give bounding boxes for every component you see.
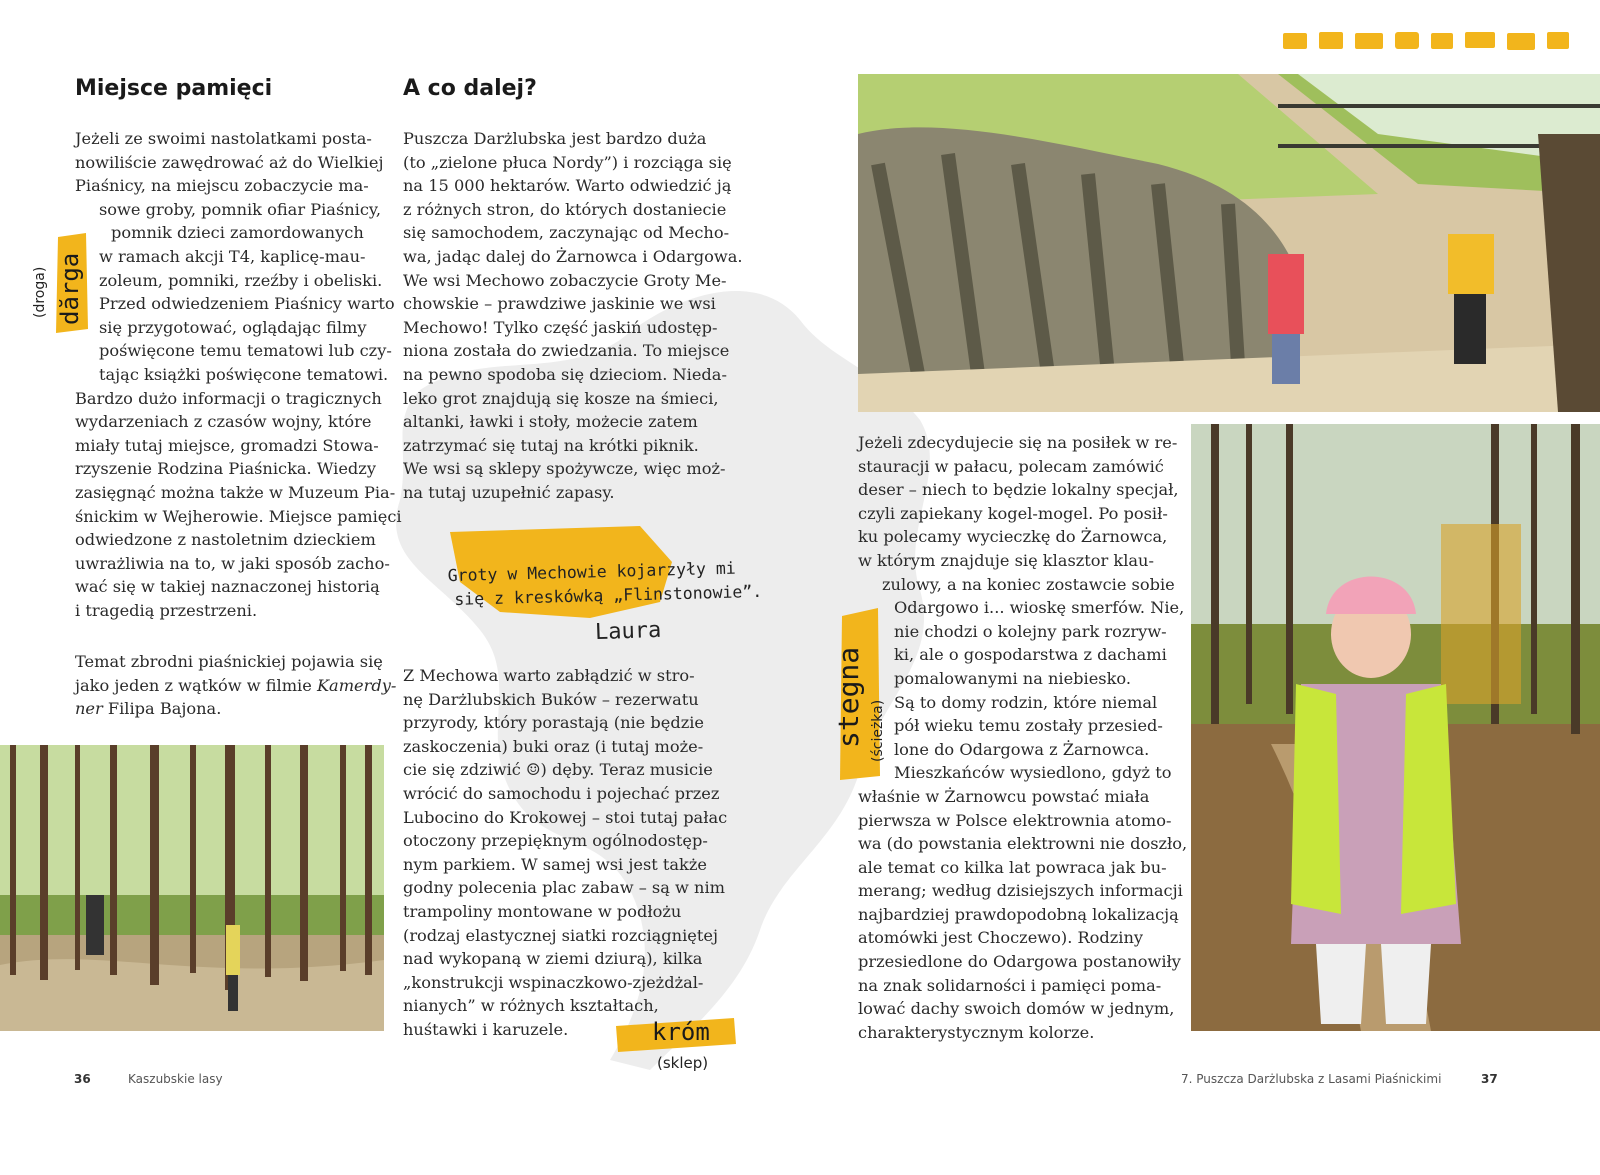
text-line: najbardziej prawdopodobną lokalizacją [858, 904, 1179, 924]
text-line: Odargowo i... wioskę smerfów. Nie, [894, 598, 1185, 618]
text-line: i tragedią przestrzeni. [75, 600, 258, 620]
text-line: atomówki jest Choczewo). Rodziny [858, 928, 1144, 948]
text-line: We wsi są sklepy spożywcze, więc moż- [403, 459, 726, 479]
photo-piasnica-forest [0, 745, 384, 1031]
text-line: nad wykopaną w ziemi dziurą), kilka [403, 949, 703, 969]
text-line: lować dachy swoich domów w jednym, [858, 999, 1175, 1019]
note-line: Groty w Mechowie kojarzyły mi [447, 558, 736, 586]
kashubian-gloss-sciezka: (ścieżka) [870, 699, 886, 762]
heading-a-co-dalej: A co dalej? [403, 76, 537, 101]
photo-mechowo-caves [858, 74, 1600, 412]
text-line: pomnik dzieci zamordowanych [111, 223, 364, 243]
text-line: sowe groby, pomnik ofiar Piaśnicy, [99, 199, 382, 219]
text-line: (to „zielone płuca Nordy”) i rozciąga się [403, 152, 732, 172]
text-line: „konstrukcji wspinaczkowo-zjeżdżal- [403, 972, 704, 992]
text-line: ki, ale o gospodarstwa z dachami [894, 645, 1167, 665]
text-line: czyli zapiekany kogel-mogel. Po posił- [858, 503, 1168, 523]
text-line: jako jeden z wątków w filmie [75, 675, 312, 695]
text-line: godny polecenia plac zabaw – są w nim [403, 878, 725, 898]
text-line: śnickim w Wejherowie. Miejsce pamięci [75, 506, 402, 526]
text-line: na znak solidarności i pamięci poma- [858, 975, 1162, 995]
text-line: charakterystycznym kolorze. [858, 1022, 1095, 1042]
text-line: (rodzaj elastycznej siatki rozciągniętej [403, 925, 718, 945]
text-line: We wsi Mechowo zobaczycie Groty Me- [403, 270, 727, 290]
kashubian-gloss-sklep: (sklep) [657, 1054, 709, 1072]
text-line: nie chodzi o kolejny park rozryw- [894, 621, 1167, 641]
text-line: lone do Odargowa z Żarnowca. [894, 739, 1150, 759]
text-line: na pewno spodoba się dzieciom. Nieda- [403, 364, 727, 384]
right-paragraph [858, 431, 1187, 1044]
yellow-ribbon-decoration [1283, 31, 1600, 53]
text-line: uwrażliwia na to, w jaki sposób zacho- [75, 553, 390, 573]
text-line: stauracji w pałacu, polecam zamówić [858, 456, 1164, 476]
kashubian-word-stegna: stegna [832, 646, 865, 748]
text-line: wydarzeniach z czasów wojny, które [75, 412, 372, 432]
text-line: tając książki poświęcone tematowi. [99, 364, 389, 384]
text-line: ale temat co kilka lat powraca jak bu- [858, 857, 1167, 877]
running-title-left: Kaszubskie lasy [128, 1072, 223, 1086]
text-line: Bardzo dużo informacji o tragicznych [75, 388, 382, 408]
text-line: odwiedzone z nastoletnim dzieckiem [75, 530, 376, 550]
text-line: altanki, ławki i stoły, możecie zatem [403, 412, 698, 432]
text-line: Jeżeli ze swoimi nastolatkami posta- [75, 129, 372, 148]
text-line: Z Mechowa warto zabłądzić w stro- [403, 666, 695, 685]
left-paragraph-1 [75, 127, 402, 622]
text-line: otoczony przepięknym ogólnodostęp- [403, 831, 708, 851]
text-line: Temat zbrodni piaśnickiej pojawia się [75, 652, 383, 671]
text-line: nowiliście zawędrować aż do Wielkiej [75, 152, 384, 172]
middle-paragraph-2 [403, 664, 727, 1042]
running-title-right: 7. Puszcza Darżlubska z Lasami Piaśnickimi [1181, 1072, 1442, 1086]
text-line: nym parkiem. W samej wsi jest także [403, 854, 707, 874]
text-line: Przed odwiedzeniem Piaśnicy warto [99, 294, 395, 314]
text-line: cie się zdziwić ☺) dęby. Teraz musicie [403, 760, 713, 780]
text-line: Są to domy rodzin, które niemal [894, 692, 1158, 712]
text-line: zulowy, a na koniec zostawcie sobie [882, 574, 1175, 594]
note-line: się z kreskówką „Flinstonowie”. [454, 581, 763, 609]
text-line: pierwsza w Polsce elektrownia atomo- [858, 810, 1172, 830]
page-number-right: 37 [1481, 1072, 1498, 1086]
text-line: merang; według dzisiejszych informacji [858, 881, 1183, 901]
film-title: ner [75, 699, 103, 719]
text-line: ku polecamy wycieczkę do Żarnowca, [858, 527, 1168, 547]
film-title: Kamerdy- [316, 675, 397, 695]
text-line: leko grot znajdują się kosze na śmieci, [403, 388, 719, 408]
photo-girl-in-forest [1191, 424, 1600, 1031]
text-line: Mechowo! Tylko część jaskiń udostęp- [403, 317, 718, 337]
text-line: w którym znajduje się klasztor klau- [858, 550, 1154, 570]
text-line: właśnie w Żarnowcu powstać miała [858, 786, 1150, 806]
text-line: wa (do powstania elektrowni nie doszło, [858, 834, 1188, 854]
text-line: się samochodem, zaczynając od Mecho- [403, 223, 730, 243]
text-line: przesiedlone do Odargowa postanowiły [858, 952, 1181, 972]
text-line: z różnych stron, do których dostaniecie [403, 199, 727, 219]
left-paragraph-2 [75, 650, 396, 721]
text-line: nę Darżlubskich Buków – rezerwatu [403, 689, 699, 709]
heading-miejsce-pamieci: Miejsce pamięci [75, 76, 273, 101]
text-line: huśtawki i karuzele. [403, 1019, 569, 1039]
text-line: miały tutaj miejsce, gromadzi Stowa- [75, 435, 379, 455]
text-line: zasięgnąć można także w Muzeum Pia- [75, 482, 396, 502]
text-line: pół wieku temu zostały przesied- [894, 716, 1163, 736]
text-line: Mieszkańców wysiedlono, gdyż to [894, 763, 1172, 783]
text-line: wa, jadąc dalej do Żarnowca i Odargowa. [403, 246, 743, 266]
text-line: zaskoczenia) buki oraz (i tutaj może- [403, 736, 704, 756]
text-line: deser – niech to będzie lokalny specjał, [858, 480, 1179, 500]
text-line: w ramach akcji T4, kaplicę-mau- [99, 246, 366, 266]
kashubian-word-krom: króm [652, 1018, 710, 1046]
kashubian-gloss-droga: (droga) [32, 266, 48, 318]
text-line: zatrzymać się tutaj na krótki piknik. [403, 435, 699, 455]
note-author: Laura [594, 617, 662, 646]
text-line: zoleum, pomniki, rzeźby i obeliski. [99, 270, 383, 290]
text-line: rzyszenie Rodzina Piaśnicka. Wiedzy [75, 459, 376, 479]
text-line: Piaśnicy, na miejscu zobaczycie ma- [75, 176, 369, 196]
text-line: na 15 000 hektarów. Warto odwiedzić ją [403, 176, 732, 196]
text-line: na tutaj uzupełnić zapasy. [403, 482, 615, 502]
text-line: nianych” w różnych kształtach, [403, 996, 659, 1016]
text-line: przyrody, który porastają (nie będzie [403, 713, 705, 733]
text-line: chowskie – prawdziwe jaskinie we wsi [403, 294, 716, 314]
text-line: Jeżeli zdecydujecie się na posiłek w re- [858, 433, 1178, 452]
text-line: się przygotować, oglądając filmy [99, 317, 367, 337]
page-number-left: 36 [74, 1072, 91, 1086]
text-line: wrócić do samochodu i pojechać przez [403, 783, 720, 803]
kashubian-word-darga: dărga [56, 252, 84, 325]
text-line: Puszcza Darżlubska jest bardzo duża [403, 129, 707, 148]
text-line: wać się w takiej naznaczonej historią [75, 577, 380, 597]
text-line: trampoliny montowane w podłożu [403, 901, 682, 921]
text-line: Lubocino do Krokowej – stoi tutaj pałac [403, 807, 728, 827]
middle-paragraph-1 [403, 127, 743, 505]
text-line: Filipa Bajona. [102, 699, 222, 719]
text-line: niona została do zwiedzania. To miejsce [403, 341, 730, 361]
text-line: pomalowanymi na niebiesko. [894, 668, 1132, 688]
text-line: poświęcone temu tematowi lub czy- [99, 341, 392, 361]
handwritten-note [447, 556, 762, 612]
